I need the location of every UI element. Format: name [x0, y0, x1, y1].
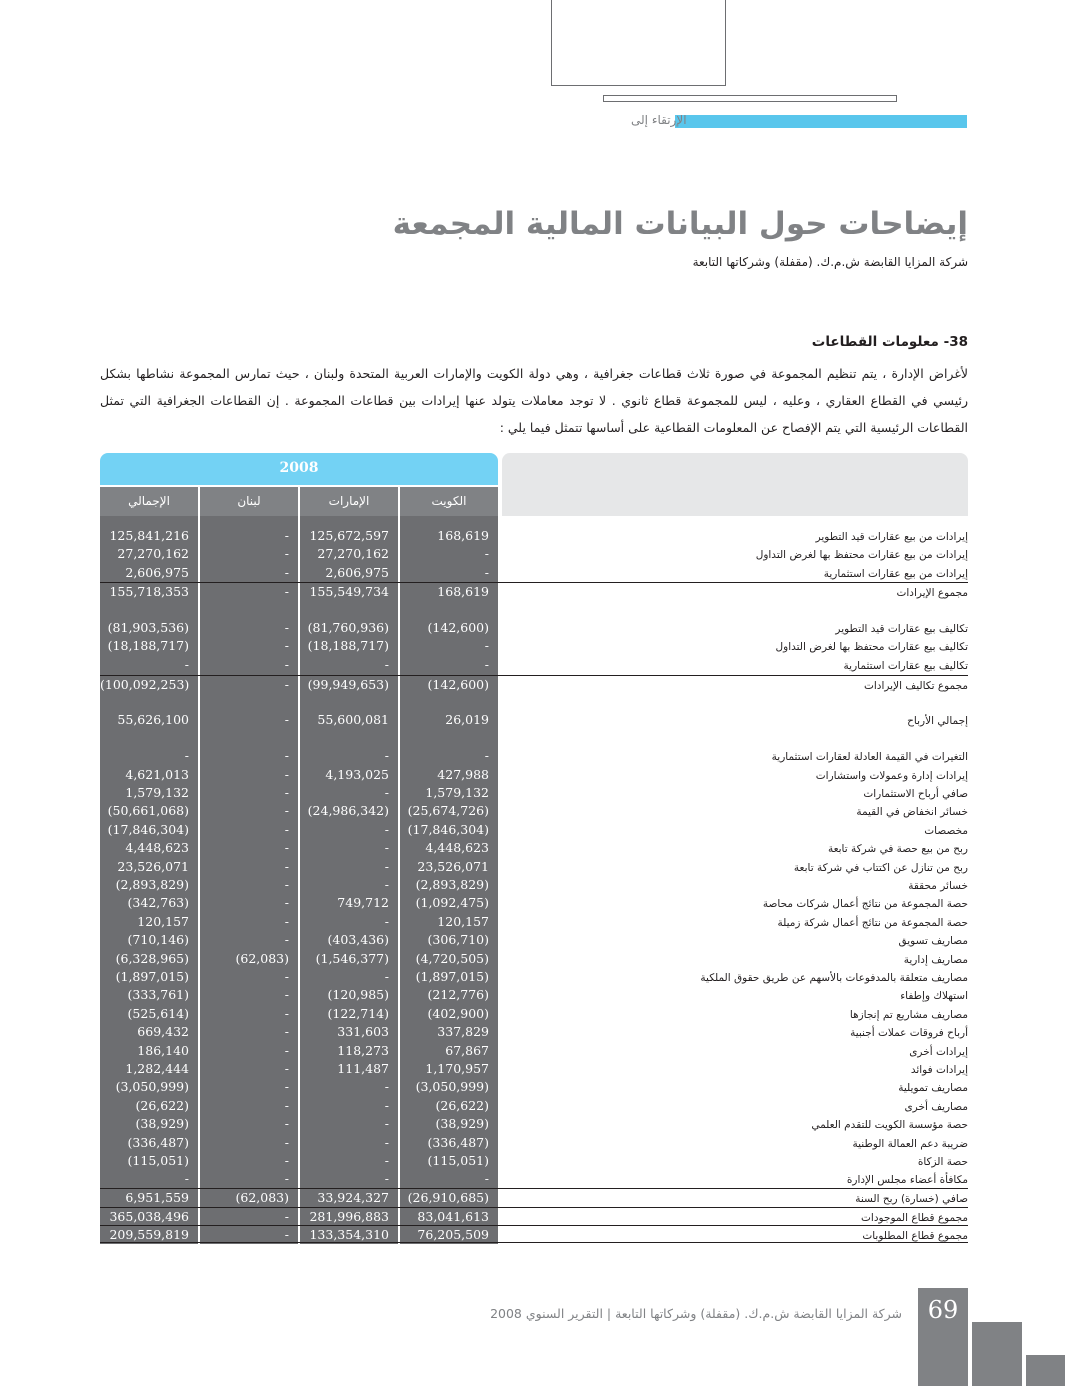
table-row: [100, 1188, 968, 1206]
row-label: إجمالي الأرباح: [907, 715, 968, 727]
table-cell: (342,763): [127, 895, 189, 910]
table-row: [100, 858, 968, 876]
table-row: [100, 1207, 968, 1225]
table-cell: (525,614): [127, 1006, 189, 1021]
table-cell: 365,038,496: [109, 1209, 189, 1224]
table-cell: -: [384, 1116, 389, 1131]
table-cell: -: [284, 1006, 289, 1021]
table-row: [100, 1152, 968, 1170]
table-cell: -: [284, 584, 289, 599]
table-cell: -: [384, 877, 389, 892]
table-cell: -: [384, 657, 389, 672]
table-cell: (142,600): [427, 677, 489, 692]
table-row: [100, 802, 968, 820]
table-cell: (26,622): [135, 1098, 189, 1113]
table-row: [100, 747, 968, 765]
table-row: [100, 913, 968, 931]
table-cell: -: [484, 546, 489, 561]
table-row: [100, 1170, 968, 1188]
table-cell: -: [284, 528, 289, 543]
table-cell: -: [384, 1135, 389, 1150]
table-cell: 67,867: [445, 1043, 489, 1058]
table-cell: -: [284, 859, 289, 874]
table-row: [100, 527, 968, 545]
table-row: [100, 1115, 968, 1133]
row-label: تكاليف بيع عقارات قيد التطوير: [835, 623, 968, 635]
table-cell: -: [284, 546, 289, 561]
table-cell: -: [284, 1098, 289, 1113]
table-cell: 186,140: [137, 1043, 189, 1058]
row-label: حصة الزكاة: [917, 1156, 968, 1168]
table-cell: (1,546,377): [315, 951, 389, 966]
table-cell: (1,897,015): [415, 969, 489, 984]
row-label: مصاريف مشاريع تم إنجازها: [849, 1009, 968, 1021]
table-cell: 155,549,734: [309, 584, 389, 599]
table-cell: 83,041,613: [417, 1209, 489, 1224]
table-cell: -: [284, 803, 289, 818]
table-cell: -: [284, 822, 289, 837]
table-cell: (100,092,253): [100, 677, 190, 692]
table-cell: (710,146): [127, 932, 189, 947]
table-cell: -: [284, 767, 289, 782]
table-cell: -: [284, 712, 289, 727]
table-cell: 1,579,132: [425, 785, 489, 800]
table-row: [100, 876, 968, 894]
tagline-strip: [675, 115, 967, 128]
table-cell: 23,526,071: [417, 859, 489, 874]
table-cell: (122,714): [327, 1006, 389, 1021]
table-cell: 4,448,623: [125, 840, 189, 855]
table-row: [100, 931, 968, 949]
table-cell: 4,621,013: [125, 767, 189, 782]
row-label: مصاريف تمويلية: [898, 1082, 968, 1094]
table-row: [100, 711, 968, 729]
table-cell: (81,903,536): [107, 620, 189, 635]
table-cell: -: [184, 657, 189, 672]
table-cell: -: [384, 748, 389, 763]
row-label: مجموع الإيرادات: [896, 587, 968, 599]
table-cell: 26,019: [445, 712, 489, 727]
table-cell: -: [284, 914, 289, 929]
table-cell: 4,193,025: [325, 767, 389, 782]
table-cell: (333,761): [127, 987, 189, 1002]
table-cell: -: [384, 859, 389, 874]
page-title: إيضاحات حول البيانات المالية المجمعة: [392, 206, 968, 242]
table-cell: -: [284, 638, 289, 653]
table-row: [100, 784, 968, 802]
table-row: [100, 1042, 968, 1060]
table-cell: -: [284, 877, 289, 892]
table-cell: 120,157: [137, 914, 189, 929]
table-cell: (3,050,999): [115, 1079, 189, 1094]
table-row: [100, 637, 968, 655]
table-cell: 2,606,975: [325, 565, 389, 580]
row-label: مجموع قطاع المطلوبات: [862, 1230, 968, 1242]
table-row: [100, 968, 968, 986]
table-row: [100, 1023, 968, 1041]
table-cell: -: [284, 1116, 289, 1131]
table-cell: 281,996,883: [309, 1209, 389, 1224]
table-cell: -: [284, 1024, 289, 1039]
table-cell: 76,205,509: [417, 1227, 489, 1242]
table-cell: (212,776): [427, 987, 489, 1002]
table-row: [100, 564, 968, 582]
table-cell: -: [284, 657, 289, 672]
row-label: تكاليف بيع عقارات استثمارية: [843, 660, 968, 672]
table-cell: -: [484, 748, 489, 763]
table-cell: -: [284, 1153, 289, 1168]
table-cell: (336,487): [127, 1135, 189, 1150]
table-cell: (17,846,304): [407, 822, 489, 837]
table-row: [100, 1097, 968, 1115]
table-cell: (81,760,936): [307, 620, 389, 635]
table-row: [100, 894, 968, 912]
table-cell: (120,985): [327, 987, 389, 1002]
footer-decoration: [1026, 1355, 1065, 1386]
table-cell: (62,083): [235, 951, 289, 966]
table-cell: -: [284, 969, 289, 984]
table-cell: (3,050,999): [415, 1079, 489, 1094]
header-frame: [551, 0, 726, 86]
row-label: إيرادات من بيع عقارات استثمارية: [823, 568, 968, 580]
table-cell: 1,170,957: [425, 1061, 489, 1076]
table-cell: 168,619: [437, 528, 489, 543]
table-cell: 155,718,353: [109, 584, 189, 599]
table-cell: (115,051): [127, 1153, 189, 1168]
table-cell: -: [284, 895, 289, 910]
table-cell: 120,157: [437, 914, 489, 929]
table-row: [100, 656, 968, 674]
table-cell: -: [284, 620, 289, 635]
table-cell: 2,606,975: [125, 565, 189, 580]
table-cell: (17,846,304): [107, 822, 189, 837]
table-row: [100, 1078, 968, 1096]
table-cell: -: [284, 987, 289, 1002]
table-row: [100, 675, 968, 693]
table-cell: (115,051): [427, 1153, 489, 1168]
table-row: [100, 986, 968, 1004]
table-cell: 118,273: [337, 1043, 389, 1058]
table-cell: -: [184, 1171, 189, 1186]
table-row: [100, 619, 968, 637]
table-cell: -: [284, 932, 289, 947]
row-label: حصة مؤسسة الكويت للتقدم العلمي: [811, 1119, 968, 1131]
table-cell: -: [384, 785, 389, 800]
row-label: إيرادات إدارة وعمولات واستشارات: [815, 770, 968, 782]
row-label: إيرادات أخرى: [909, 1046, 968, 1058]
table-cell: (2,893,829): [115, 877, 189, 892]
table-cell: 4,448,623: [425, 840, 489, 855]
page-number: 69: [927, 1296, 959, 1324]
table-cell: 125,841,216: [109, 528, 189, 543]
table-cell: (4,720,505): [415, 951, 489, 966]
table-cell: (1,897,015): [115, 969, 189, 984]
section-paragraph: لأغراض الإدارة ، يتم تنظيم المجموعة في صورة ثلاث قطاعات جغرافية ، وهي دولة الكويت والإمارات العربية المتحدة ولبنان ، حيث تمارس المجموعة نشاطها بشكل رئيسي في القطاع العقاري ، وعليه ، ليس للمجموعة قطاع ثانوي . لا توجد معاملات يتولد عنها إيرادات بين قطاعات المجموعة . إن القطاعات الجغرافية التي تمثل القطاعات الرئيسية التي يتم الإفصاح عن المعلومات القطاعية على أساسها تتمثل فيما يلي :: [100, 366, 968, 435]
table-cell: (142,600): [427, 620, 489, 635]
table-cell: (50,661,068): [107, 803, 189, 818]
table-cell: (6,328,965): [115, 951, 189, 966]
table-cell: 749,712: [337, 895, 389, 910]
row-label: مصاريف إدارية: [903, 954, 968, 966]
table-row: [100, 1005, 968, 1023]
table-cell: (26,622): [435, 1098, 489, 1113]
table-cell: -: [384, 1171, 389, 1186]
table-cell: (18,188,717): [307, 638, 389, 653]
row-label: مجموع تكاليف الإيرادات: [863, 680, 968, 692]
table-cell: -: [484, 638, 489, 653]
table-cell: -: [284, 1061, 289, 1076]
table-cell: 209,559,819: [109, 1227, 189, 1242]
table-cell: -: [284, 785, 289, 800]
table-cell: (26,910,685): [407, 1190, 489, 1205]
row-label: أرباح فروقات عملات أجنبية: [850, 1027, 968, 1039]
table-cell: (18,188,717): [107, 638, 189, 653]
row-label: مخصصات: [924, 825, 968, 837]
row-label: استهلاك وإطفاء: [900, 990, 968, 1002]
table-cell: 133,354,310: [309, 1227, 389, 1242]
table-cell: 125,672,597: [309, 528, 389, 543]
row-label: تكاليف بيع عقارات محتفظ بها لغرض التداول: [775, 641, 968, 653]
table-row: [100, 950, 968, 968]
table-cell: -: [284, 1043, 289, 1058]
table-cell: -: [284, 565, 289, 580]
table-cell: (403,436): [327, 932, 389, 947]
table-cell: -: [284, 677, 289, 692]
table-cell: -: [284, 1135, 289, 1150]
table-cell: -: [384, 969, 389, 984]
table-row: [100, 839, 968, 857]
label-column-header: [502, 453, 968, 516]
table-cell: 27,270,162: [117, 546, 189, 561]
table-row: [100, 1134, 968, 1152]
table-row: [100, 1225, 968, 1243]
row-label: إيرادات من بيع عقارات قيد التطوير: [815, 531, 968, 543]
table-cell: 1,282,444: [125, 1061, 189, 1076]
table-cell: -: [284, 1209, 289, 1224]
table-cell: 337,829: [437, 1024, 489, 1039]
table-cell: 168,619: [437, 584, 489, 599]
table-cell: 33,924,327: [317, 1190, 389, 1205]
table-cell: 331,603: [337, 1024, 389, 1039]
row-label: ربح من تنازل عن اكتتاب في شركة تابعة: [793, 862, 968, 874]
row-label: ضريبة دعم العمالة الوطنية: [852, 1138, 968, 1150]
column-header-kuwait: الكويت: [400, 487, 498, 516]
table-row: [100, 766, 968, 784]
header-bar: [603, 95, 897, 102]
table-row: [100, 1060, 968, 1078]
table-cell: 23,526,071: [117, 859, 189, 874]
table-cell: 55,600,081: [317, 712, 389, 727]
page-subtitle: شركة المزايا القابضة ش.م.ك. (مقفلة) وشركاتها التابعة: [692, 255, 968, 269]
table-row: [100, 545, 968, 563]
row-label: إيرادات فوائد: [910, 1064, 968, 1076]
table-cell: 27,270,162: [317, 546, 389, 561]
row-label: إيرادات من بيع عقارات محتفظ بها لغرض التداول: [755, 549, 968, 561]
table-cell: -: [284, 748, 289, 763]
table-cell: 427,988: [437, 767, 489, 782]
column-header-lebanon: لبنان: [200, 487, 298, 516]
tagline-text: الإرتقاء إلى نسمو: [600, 113, 687, 127]
table-cell: -: [284, 1171, 289, 1186]
table-cell: -: [384, 1079, 389, 1094]
column-header-uae: الإمارات: [300, 487, 398, 516]
table-cell: 1,579,132: [125, 785, 189, 800]
table-cell: 55,626,100: [117, 712, 189, 727]
table-cell: 6,951,559: [125, 1190, 189, 1205]
table-cell: (38,929): [135, 1116, 189, 1131]
table-cell: (402,900): [427, 1006, 489, 1021]
table-row: [100, 821, 968, 839]
row-label: ربح من بيع حصة في شركة تابعة: [827, 843, 968, 855]
table-cell: -: [384, 914, 389, 929]
table-cell: -: [384, 1098, 389, 1113]
row-label: التغيرات في القيمة العادلة لعقارات استثمارية: [771, 751, 968, 763]
table-cell: -: [484, 1171, 489, 1186]
table-cell: -: [484, 657, 489, 672]
table-cell: (24,986,342): [307, 803, 389, 818]
row-label: حصة المجموعة من نتائج أعمال شركة زميلة: [777, 917, 968, 929]
footer-text: شركة المزايا القابضة ش.م.ك. (مقفلة) وشركاتها التابعة | التقرير السنوي 2008: [490, 1306, 902, 1321]
row-label: خسائر انخفاض في القيمة: [856, 806, 968, 818]
row-label: مجموع قطاع الموجودات: [861, 1212, 968, 1224]
row-label: صافي (خسارة) ربح السنة: [855, 1193, 968, 1205]
table-cell: -: [384, 822, 389, 837]
table-cell: (38,929): [435, 1116, 489, 1131]
table-cell: (1,092,475): [415, 895, 489, 910]
table-cell: 111,487: [337, 1061, 389, 1076]
table-cell: -: [284, 840, 289, 855]
table-cell: 669,432: [137, 1024, 189, 1039]
row-label: خسائر محققة: [908, 880, 968, 892]
table-cell: (25,674,726): [407, 803, 489, 818]
row-label: صافي أرباح الاستثمارات: [863, 788, 968, 800]
table-row: [100, 582, 968, 600]
tagline: [600, 114, 967, 129]
column-header-total: الإجمالي: [100, 487, 198, 516]
table-cell: -: [184, 748, 189, 763]
row-label: مصاريف تسويق: [898, 935, 968, 947]
row-label: مصاريف متعلقة بالمدفوعات بالأسهم عن طريق حقوق الملكية: [700, 972, 968, 984]
footer-decoration: [972, 1322, 1022, 1386]
table-cell: (336,487): [427, 1135, 489, 1150]
table-cell: (99,949,653): [307, 677, 389, 692]
table-cell: -: [484, 565, 489, 580]
table-cell: -: [284, 1079, 289, 1094]
section-heading: 38- معلومات القطاعات: [811, 334, 968, 350]
row-label: مكافأة أعضاء مجلس الإدارة: [846, 1174, 968, 1186]
table-cell: -: [384, 840, 389, 855]
table-cell: (62,083): [235, 1190, 289, 1205]
table-cell: (306,710): [427, 932, 489, 947]
table-cell: -: [384, 1153, 389, 1168]
year-header: 2008: [100, 453, 498, 485]
table-cell: (2,893,829): [415, 877, 489, 892]
row-label: مصاريف أخرى: [904, 1101, 968, 1113]
table-cell: -: [284, 1227, 289, 1242]
row-label: حصة المجموعة من نتائج أعمال شركات محاصة: [762, 898, 968, 910]
